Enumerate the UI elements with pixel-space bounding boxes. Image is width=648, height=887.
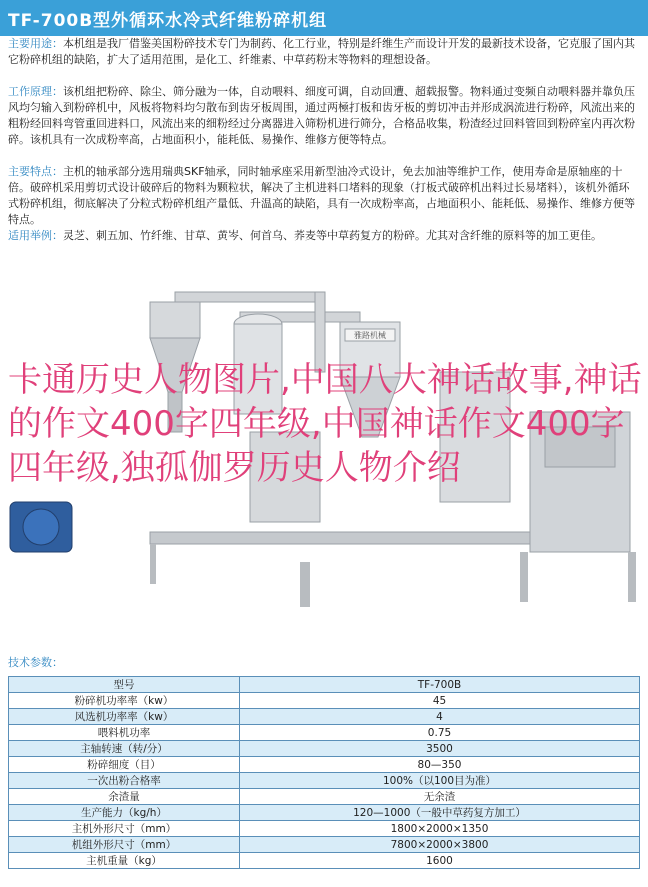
spec-value: 4 [240, 709, 640, 725]
section-label: 工作原理： [8, 85, 63, 98]
spec-name: 风选机功率率（kw） [9, 709, 240, 725]
spec-name: 粉碎细度（目） [9, 757, 240, 773]
spec-value: 80—350 [240, 757, 640, 773]
spec-value: 1600 [240, 853, 640, 869]
section-text: 灵芝、刺五加、竹纤维、甘草、黄岑、何首乌、荞麦等中草药复方的粉碎。尤其对含纤维的原料等的加工更佳。 [63, 229, 602, 242]
section-text: 主机的轴承部分选用瑞典SKF轴承，同时轴承座采用新型油冷式设计，免去加油等维护工作，使用寿命是原轴座的十倍。破碎机采用剪切式设计破碎后的物料为颗粒状，解决了主机进料口堵料的现象（打板式破碎机出料过长易堵料），该机外循环式粉碎机组，彻底解决了分粒式粉碎机组产量低、升温高的缺陷，具有一次成粉率高，占地面积小、能耗低、易操作、维修方便等特点。 [8, 165, 635, 226]
table-row [9, 677, 640, 693]
spec-value: TF-700B [240, 677, 640, 693]
page-title: TF-700B型外循环水冷式纤维粉碎机组 [8, 11, 328, 31]
overlay-caption: 卡通历史人物图片,中国八大神话故事,神话的作文400字四年级,中国神话作文400字四年级,独孤伽罗历史人物介绍 [8, 360, 642, 488]
table-row [9, 757, 640, 773]
table-row [9, 725, 640, 741]
spec-name: 主机重量（kg） [9, 853, 240, 869]
spec-name: 机组外形尺寸（mm） [9, 837, 240, 853]
spec-value: 120—1000（一般中草药复方加工） [240, 805, 640, 821]
table-row [9, 709, 640, 725]
table-row [9, 789, 640, 805]
spec-value: 7800×2000×3800 [240, 837, 640, 853]
specs-table [8, 676, 640, 869]
table-row [9, 821, 640, 837]
spec-name: 型号 [9, 677, 240, 693]
spec-value: 45 [240, 693, 640, 709]
header-bar [0, 0, 648, 36]
section-text: 本机组是我厂借鉴美国粉碎技术专门为制药、化工行业，特别是纤维生产而设计开发的最新技术设备，它克服了国内其它粉碎机组的缺陷，扩大了适用范围，是化工、纤维素、中草药粉末等物料的理想设备。 [8, 37, 635, 66]
section-usage [8, 36, 640, 68]
spec-value: 100%（以100目为准） [240, 773, 640, 789]
spec-name: 生产能力（kg/h） [9, 805, 240, 821]
section-principle [8, 84, 640, 148]
table-row [9, 693, 640, 709]
table-row [9, 837, 640, 853]
table-row [9, 741, 640, 757]
machine-label: 雅路机械 [354, 331, 386, 340]
table-row [9, 853, 640, 869]
section-label: 主要特点： [8, 165, 63, 178]
spec-value: 0.75 [240, 725, 640, 741]
spec-value: 无余渣 [240, 789, 640, 805]
table-row [9, 773, 640, 789]
specs-title: 技术参数： [8, 656, 63, 669]
spec-name: 余渣量 [9, 789, 240, 805]
section-text: 该机组把粉碎、除尘、筛分融为一体，自动喂料、细度可调，自动回遭、超载报警。物料通过变频自动喂料器并靠负压风均匀输入到粉碎机中，风板将物料均匀散布到齿牙板周围，通过两極打板和齿牙板的剪切冲击并形成涡流进行粉碎，风流出来的粗粉经回料弯管重回进料口，风流出来的细粉经过分离器进入筛粉机进行筛分，合格品收集，粉渣经过回料管回到粉碎室内再次粉碎。该机具有一次成粉率高，占地面积小，能耗低、易操作、维修方便等特点。 [8, 85, 635, 146]
spec-name: 一次出粉合格率 [9, 773, 240, 789]
section-features [8, 164, 640, 228]
spec-name: 喂料机功率 [9, 725, 240, 741]
spec-value: 3500 [240, 741, 640, 757]
spec-name: 粉碎机功率率（kw） [9, 693, 240, 709]
spec-value: 1800×2000×1350 [240, 821, 640, 837]
section-label: 适用举例： [8, 229, 63, 242]
table-row [9, 805, 640, 821]
spec-name: 主轴转速（转/分） [9, 741, 240, 757]
spec-name: 主机外形尺寸（mm） [9, 821, 240, 837]
section-label: 主要用途： [8, 37, 63, 50]
section-examples [8, 228, 640, 244]
